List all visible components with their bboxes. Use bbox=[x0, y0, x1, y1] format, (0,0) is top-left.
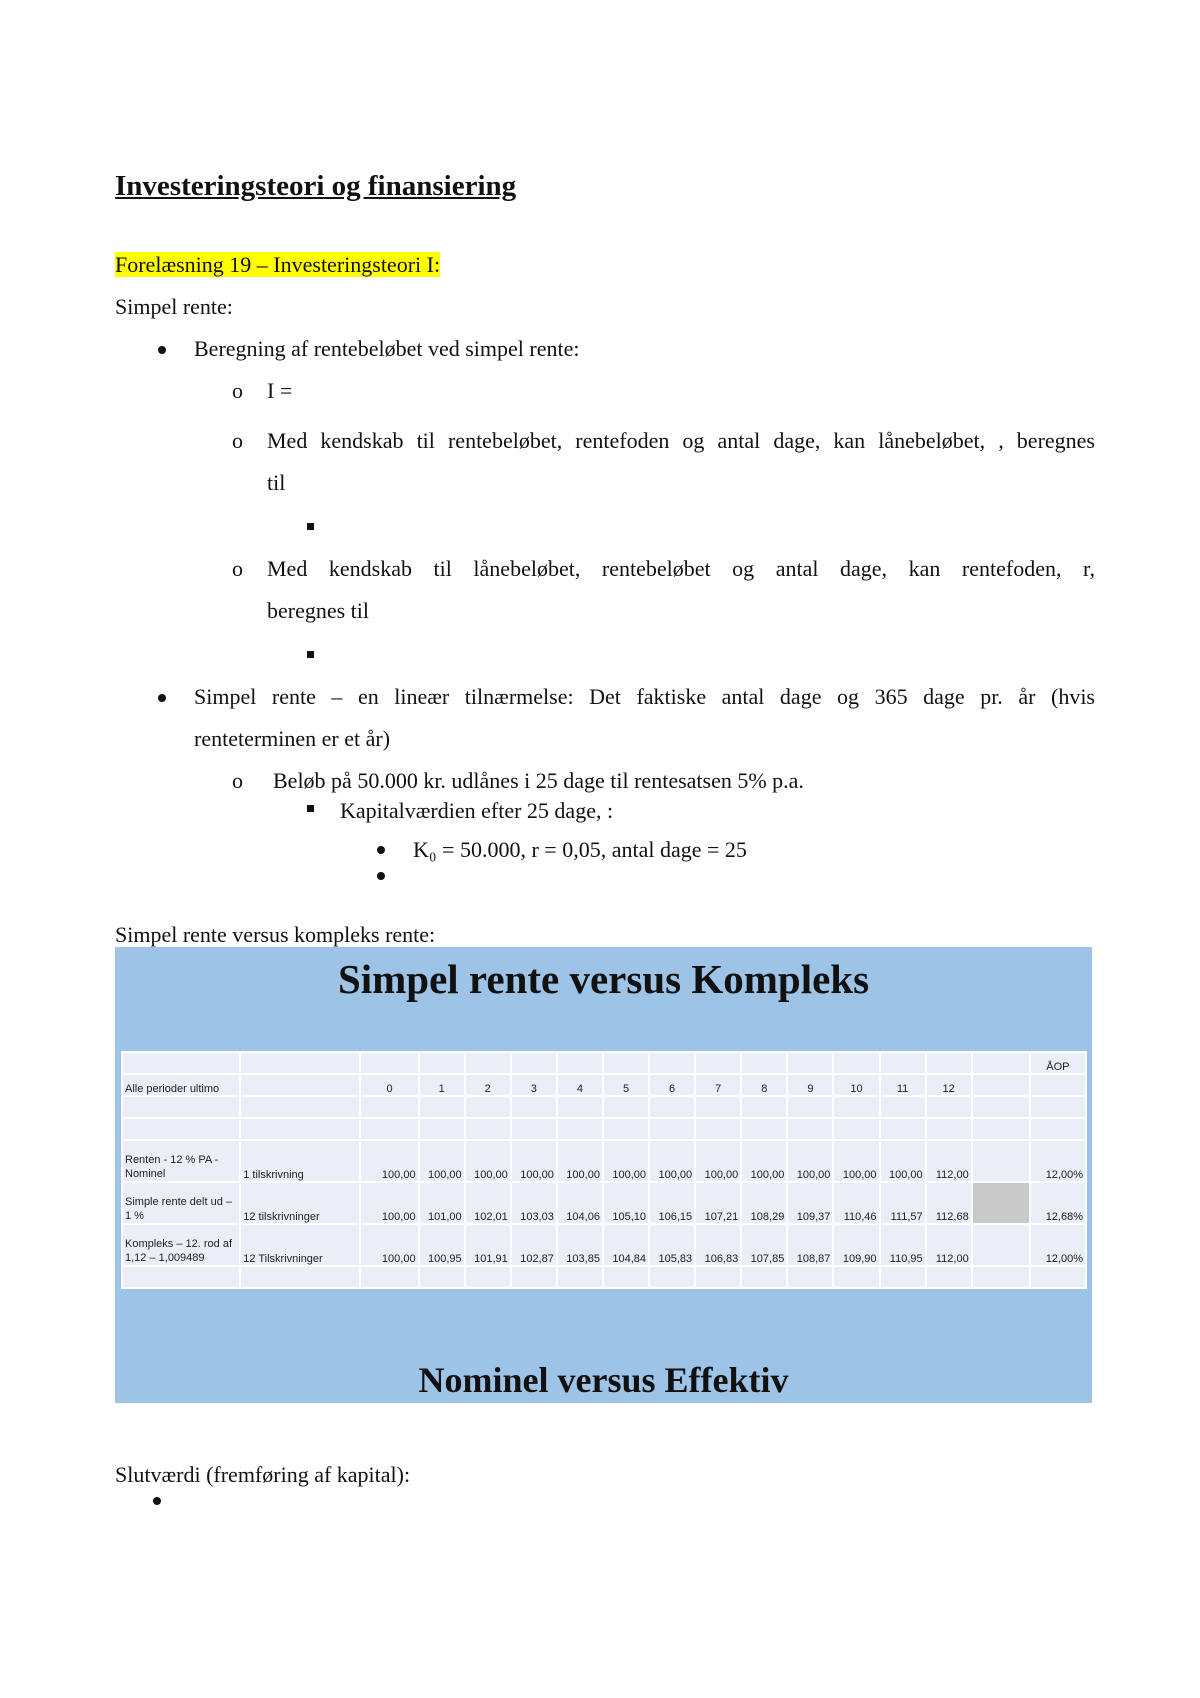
kapitalvaerdi-text: Kapitalværdien efter 25 dage, : bbox=[340, 798, 614, 823]
value-cell: 100,00 bbox=[360, 1182, 418, 1224]
row-label: Renten - 12 % PA - Nominel bbox=[122, 1140, 240, 1182]
value-cell: 100,00 bbox=[833, 1140, 879, 1182]
period-header: 2 bbox=[465, 1074, 511, 1096]
value-cell: 112,00 bbox=[926, 1140, 972, 1182]
table-cell bbox=[741, 1118, 787, 1140]
table-cell bbox=[787, 1096, 833, 1118]
table-row bbox=[122, 1118, 1086, 1140]
value-cell: 108,87 bbox=[787, 1224, 833, 1266]
value-cell: 100,00 bbox=[787, 1140, 833, 1182]
table-cell bbox=[603, 1266, 649, 1288]
value-cell: 100,00 bbox=[603, 1140, 649, 1182]
table-cell bbox=[465, 1052, 511, 1074]
table-cell bbox=[557, 1052, 603, 1074]
table-row bbox=[122, 1096, 1086, 1118]
value-cell: 112,00 bbox=[926, 1224, 972, 1266]
table-cell bbox=[695, 1118, 741, 1140]
table-cell bbox=[603, 1118, 649, 1140]
linear-line1: Simpel rente – en lineær tilnærmelse: Det faktiske antal dage og 365 dage pr. år (hvis bbox=[194, 684, 1095, 709]
period-header: 3 bbox=[511, 1074, 557, 1096]
rentefod-line1: Med kendskab til lånebeløbet, rentebeløbet og antal dage, kan rentefoden, r, bbox=[267, 556, 1095, 581]
table-cell bbox=[972, 1224, 1030, 1266]
value-cell: 100,95 bbox=[419, 1224, 465, 1266]
slide-title: Simpel rente versus Kompleks bbox=[337, 956, 870, 1002]
period-header: 12 bbox=[926, 1074, 972, 1096]
table-cell bbox=[419, 1096, 465, 1118]
table-cell bbox=[972, 1182, 1030, 1224]
aop-value: 12,00% bbox=[1030, 1224, 1086, 1266]
value-cell: 104,84 bbox=[603, 1224, 649, 1266]
table-cell bbox=[649, 1266, 695, 1288]
table-cell bbox=[1030, 1118, 1086, 1140]
table-cell bbox=[926, 1118, 972, 1140]
period-header: 9 bbox=[787, 1074, 833, 1096]
sub-bullet-marker: o bbox=[232, 378, 243, 403]
value-cell: 110,46 bbox=[833, 1182, 879, 1224]
table-cell bbox=[649, 1118, 695, 1140]
aop-value: 12,68% bbox=[1030, 1182, 1086, 1224]
square-bullet-icon bbox=[307, 805, 314, 812]
value-cell: 103,85 bbox=[557, 1224, 603, 1266]
table-cell bbox=[833, 1118, 879, 1140]
table-cell bbox=[972, 1052, 1030, 1074]
table-cell bbox=[511, 1052, 557, 1074]
table-cell bbox=[695, 1096, 741, 1118]
example-belob: Beløb på 50.000 kr. udlånes i 25 dage til rentesatsen 5% p.a. bbox=[273, 768, 804, 793]
table-cell bbox=[122, 1096, 240, 1118]
table-row bbox=[122, 1074, 1086, 1096]
square-bullet-icon bbox=[307, 523, 314, 530]
table-cell bbox=[1030, 1096, 1086, 1118]
table-cell bbox=[787, 1052, 833, 1074]
table-row bbox=[122, 1052, 1086, 1074]
slide-image bbox=[115, 947, 1092, 1403]
value-cell: 104,06 bbox=[557, 1182, 603, 1224]
table-row bbox=[122, 1140, 1086, 1182]
table-cell bbox=[511, 1096, 557, 1118]
table-cell bbox=[833, 1266, 879, 1288]
value-cell: 100,00 bbox=[880, 1140, 926, 1182]
table-cell bbox=[419, 1052, 465, 1074]
interest-table bbox=[121, 1051, 1087, 1289]
value-cell: 106,15 bbox=[649, 1182, 695, 1224]
period-header: 4 bbox=[557, 1074, 603, 1096]
value-cell: 107,85 bbox=[741, 1224, 787, 1266]
value-cell: 100,00 bbox=[741, 1140, 787, 1182]
period-header: 1 bbox=[419, 1074, 465, 1096]
table-cell bbox=[787, 1266, 833, 1288]
table-cell bbox=[972, 1096, 1030, 1118]
sub-bullet-marker: o bbox=[232, 768, 243, 793]
table-cell bbox=[557, 1266, 603, 1288]
period-header: 7 bbox=[695, 1074, 741, 1096]
table-cell bbox=[240, 1074, 360, 1096]
bullet-icon bbox=[377, 846, 385, 854]
value-cell: 102,87 bbox=[511, 1224, 557, 1266]
value-cell: 107,21 bbox=[695, 1182, 741, 1224]
table-cell bbox=[972, 1266, 1030, 1288]
table-cell bbox=[649, 1096, 695, 1118]
value-cell: 100,00 bbox=[695, 1140, 741, 1182]
table-cell bbox=[603, 1096, 649, 1118]
aop-header: ÅOP bbox=[1030, 1052, 1086, 1074]
period-header: 0 bbox=[360, 1074, 418, 1096]
table-cell bbox=[603, 1052, 649, 1074]
table-cell bbox=[360, 1266, 418, 1288]
table-cell bbox=[511, 1266, 557, 1288]
table-cell bbox=[122, 1118, 240, 1140]
value-cell: 100,00 bbox=[649, 1140, 695, 1182]
value-cell: 111,57 bbox=[880, 1182, 926, 1224]
table-cell bbox=[972, 1118, 1030, 1140]
table-cell bbox=[880, 1052, 926, 1074]
aop-value: 12,00% bbox=[1030, 1140, 1086, 1182]
bullet-icon bbox=[158, 694, 166, 702]
table-cell bbox=[741, 1052, 787, 1074]
table-cell bbox=[926, 1266, 972, 1288]
table-cell bbox=[419, 1118, 465, 1140]
value-cell: 105,10 bbox=[603, 1182, 649, 1224]
table-cell bbox=[880, 1266, 926, 1288]
period-header: 11 bbox=[880, 1074, 926, 1096]
value-cell: 103,03 bbox=[511, 1182, 557, 1224]
table-cell bbox=[122, 1266, 240, 1288]
table-cell bbox=[880, 1096, 926, 1118]
table-cell bbox=[1030, 1266, 1086, 1288]
value-cell: 112,68 bbox=[926, 1182, 972, 1224]
period-header: 5 bbox=[603, 1074, 649, 1096]
table-cell bbox=[972, 1140, 1030, 1182]
period-header: 10 bbox=[833, 1074, 879, 1096]
laanebelob-line1: Med kendskab til rentebeløbet, rentefoden og antal dage, kan lånebeløbet, , beregnes bbox=[267, 428, 1095, 453]
formula-i: I = bbox=[267, 378, 293, 403]
value-cell: 100,00 bbox=[419, 1140, 465, 1182]
row-label-header: Alle perioder ultimo bbox=[122, 1074, 240, 1096]
value-cell: 101,91 bbox=[465, 1224, 511, 1266]
value-cell: 101,00 bbox=[419, 1182, 465, 1224]
table-row bbox=[122, 1182, 1086, 1224]
table-cell bbox=[419, 1266, 465, 1288]
row-label: Kompleks – 12. rod af 1,12 – 1,009489 bbox=[122, 1224, 240, 1266]
table-cell bbox=[649, 1052, 695, 1074]
period-header: 6 bbox=[649, 1074, 695, 1096]
table-cell bbox=[240, 1052, 360, 1074]
table-cell bbox=[511, 1118, 557, 1140]
table-row bbox=[122, 1266, 1086, 1288]
table-cell bbox=[972, 1074, 1030, 1096]
table-cell bbox=[833, 1052, 879, 1074]
sub-bullet-marker: o bbox=[232, 556, 243, 581]
table-cell bbox=[787, 1118, 833, 1140]
table-cell bbox=[465, 1118, 511, 1140]
table-cell bbox=[360, 1096, 418, 1118]
linear-line2: renteterminen er et år) bbox=[194, 726, 391, 751]
table-row bbox=[122, 1224, 1086, 1266]
value-cell: 105,83 bbox=[649, 1224, 695, 1266]
value-cell: 108,29 bbox=[741, 1182, 787, 1224]
slide-footer-title: Nominel versus Effektiv bbox=[418, 1360, 789, 1400]
value-cell: 100,00 bbox=[465, 1140, 511, 1182]
square-bullet-icon bbox=[307, 651, 314, 658]
table-cell bbox=[240, 1266, 360, 1288]
rentefod-line2: beregnes til bbox=[267, 598, 370, 623]
table-cell bbox=[695, 1052, 741, 1074]
bullet-icon bbox=[377, 872, 385, 880]
section-simpel-vs-kompleks: Simpel rente versus kompleks rente: bbox=[115, 922, 436, 947]
table-cell bbox=[240, 1118, 360, 1140]
value-cell: 110,95 bbox=[880, 1224, 926, 1266]
sub-bullet-marker: o bbox=[232, 428, 243, 453]
section-slutvaerdi: Slutværdi (fremføring af kapital): bbox=[115, 1462, 411, 1487]
lecture-heading bbox=[115, 252, 440, 278]
value-cell: 100,00 bbox=[557, 1140, 603, 1182]
section-simpel-rente: Simpel rente: bbox=[115, 294, 233, 319]
value-cell: 109,37 bbox=[787, 1182, 833, 1224]
row-type: 1 tilskrivning bbox=[240, 1140, 360, 1182]
k0-values: K₀ = 50.000, r = 0,05, antal dage = 25 bbox=[413, 837, 747, 862]
table-cell bbox=[1030, 1074, 1086, 1096]
table-cell bbox=[465, 1096, 511, 1118]
row-type: 12 Tilskrivninger bbox=[240, 1224, 360, 1266]
value-cell: 109,90 bbox=[833, 1224, 879, 1266]
table-cell bbox=[833, 1096, 879, 1118]
table-cell bbox=[465, 1266, 511, 1288]
table-cell bbox=[741, 1096, 787, 1118]
laanebelob-line2: til bbox=[267, 470, 286, 495]
table-cell bbox=[360, 1118, 418, 1140]
bullet-rentebelob: Beregning af rentebeløbet ved simpel rente: bbox=[194, 336, 580, 361]
value-cell: 100,00 bbox=[511, 1140, 557, 1182]
table-cell bbox=[240, 1096, 360, 1118]
table-cell bbox=[926, 1052, 972, 1074]
bullet-icon bbox=[158, 346, 166, 354]
table-cell bbox=[122, 1052, 240, 1074]
value-cell: 100,00 bbox=[360, 1140, 418, 1182]
table-cell bbox=[926, 1096, 972, 1118]
table-cell bbox=[880, 1118, 926, 1140]
table-cell bbox=[557, 1096, 603, 1118]
table-cell bbox=[741, 1266, 787, 1288]
document-title: Investeringsteori og finansiering bbox=[115, 170, 517, 202]
value-cell: 106,83 bbox=[695, 1224, 741, 1266]
lecture-heading-text: Forelæsning 19 – Investeringsteori I: bbox=[115, 252, 441, 277]
value-cell: 102,01 bbox=[465, 1182, 511, 1224]
row-type: 12 tilskrivninger bbox=[240, 1182, 360, 1224]
value-cell: 100,00 bbox=[360, 1224, 418, 1266]
period-header: 8 bbox=[741, 1074, 787, 1096]
row-label: Simple rente delt ud – 1 % bbox=[122, 1182, 240, 1224]
table-cell bbox=[557, 1118, 603, 1140]
table-cell bbox=[695, 1266, 741, 1288]
bullet-icon bbox=[153, 1497, 161, 1505]
table-cell bbox=[360, 1052, 418, 1074]
